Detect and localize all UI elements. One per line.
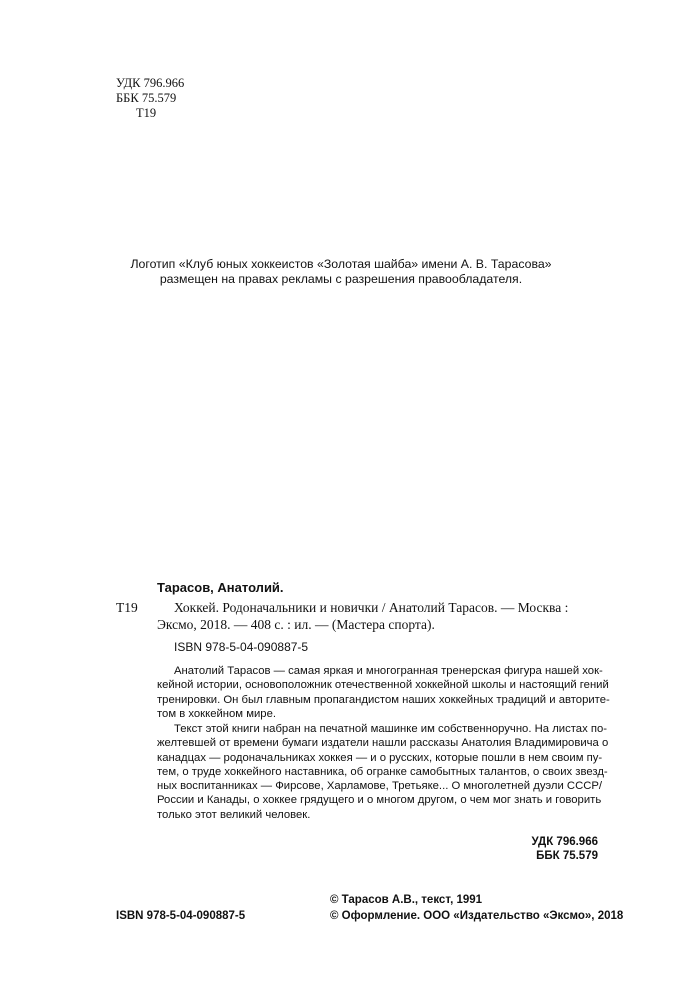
logo-notice-line: Логотип «Клуб юных хоккеистов «Золотая шайба» имени А. В. Тарасова» — [130, 257, 552, 271]
description-paragraph — [157, 722, 609, 822]
udk-code: УДК 796.966 — [116, 76, 185, 90]
annotation-line: тренировки. Он был главным пропагандистом наших хоккейных традиций и авторите- — [157, 693, 610, 706]
description-line: канадцах — родоначальниках хоккея — и о русских, которые пошли в нем своим пу- — [157, 751, 603, 764]
logo-notice — [100, 257, 582, 287]
annotation-line: кейной истории, основоположник отечественной хоккейной школы и настоящий гений — [157, 679, 609, 692]
annotation-paragraph — [157, 664, 610, 721]
description-line: желтевшей от времени бумаги издатели нашли рассказы Анатолия Владимировича о — [157, 737, 609, 750]
description-line: Текст этой книги набран на печатной машинке им собственноручно. На листах по- — [174, 723, 608, 735]
annotation-line: Анатолий Тарасов — самая яркая и многогранная тренерская фигура нашей хок- — [174, 665, 603, 677]
description-line: ных воспитанниках — Фирсове, Харламове, Третьяке... О многолетней дуэли СССР/ — [157, 780, 603, 793]
author-name: Тарасов, Анатолий. — [157, 580, 284, 595]
logo-notice-line: размещен на правах рекламы с разрешения правообладателя. — [159, 272, 523, 286]
record-isbn: ISBN 978-5-04-090887-5 — [174, 640, 309, 654]
isbn-number: ISBN 978-5-04-090887-5 — [116, 910, 246, 922]
bottom-udk-code: УДК 796.966 — [531, 836, 598, 848]
bottom-bbk-code: ББК 75.579 — [536, 850, 598, 862]
description-line: только этот великий человек. — [157, 808, 311, 821]
description-line: России и Канады, о хоккее грядущего и о многом другом, о чем мог знать и говорить — [157, 794, 602, 807]
annotation-line: том в хоккейном мире. — [157, 707, 276, 720]
book-title-line: Эксмо, 2018. — 408 с. : ил. — (Мастера спорта). — [157, 617, 435, 632]
author-sign: Т19 — [136, 106, 157, 120]
book-title-line: Хоккей. Родоначальники и новички / Анатолий Тарасов. — Москва : — [174, 600, 569, 615]
record-author-sign: Т19 — [116, 600, 138, 615]
copyright-design: © Оформление. ООО «Издательство «Эксмо», 2018 — [330, 910, 624, 922]
description-line: тем, о труде хоккейного наставника, об огранке самобытных талантов, о своих звезд- — [157, 765, 608, 778]
copyright-text: © Тарасов А.В., текст, 1991 — [330, 894, 483, 906]
bbk-code: ББК 75.579 — [116, 91, 177, 105]
